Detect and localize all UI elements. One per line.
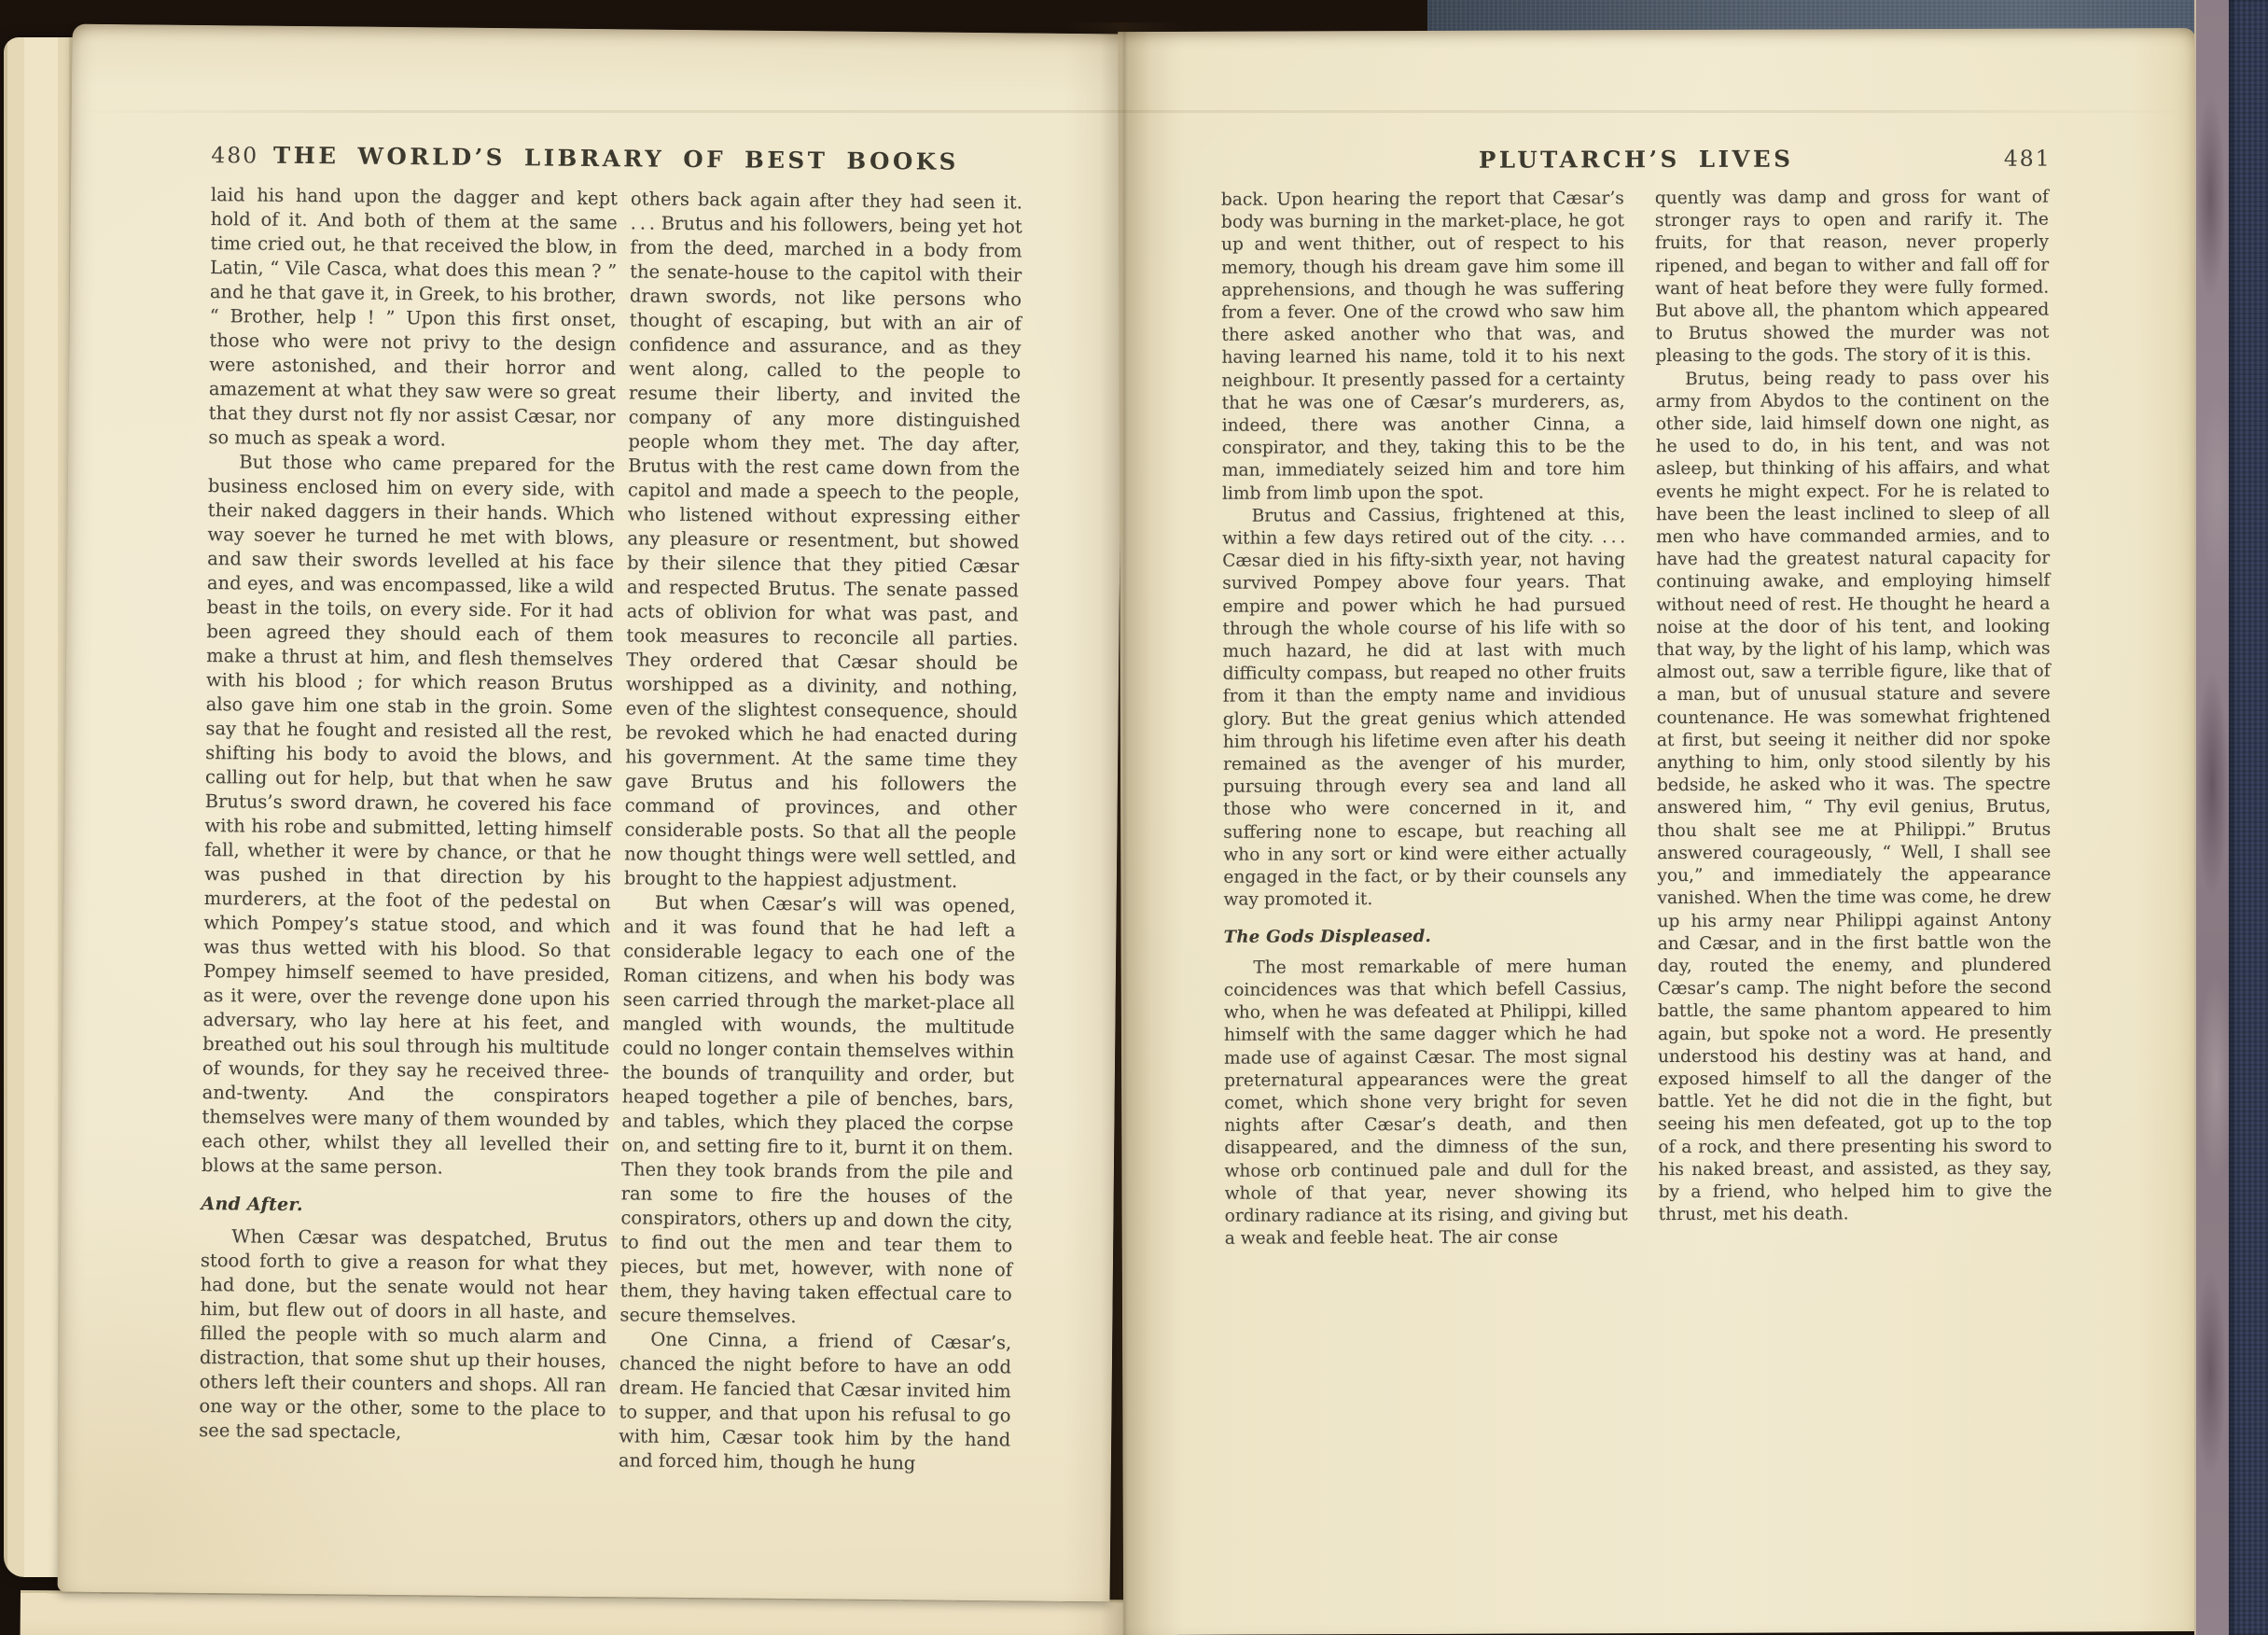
cover-edge-navy: [2229, 0, 2268, 1635]
paragraph: quently was damp and gross for want of stronger rays to open and rarify it. The fruits, for that reason, never properly ripened, and began to wither and fall off for want of heat before they were fully formed. But above all, the phantom which appeared to Brutus showed the murder was not pleasing to the gods. The story of it is this.: [1654, 187, 2050, 367]
paragraph: back. Upon hearing the report that Cæsar’s body was burning in the market-place, he got up and went thither, out of respect to his memory, though his dream gave him some ill apprehensions, and though he was suffering from a fever. One of the crowd who saw him there asked another who that was, and having learned his name, told it to his next neighbour. It presently passed for a certainty that he was one of Cæsar’s murderers, as, indeed, there was another Cinna, a conspirator, and they, taking this to be the man, immediately seized him and tore him limb from limb upon the spot.: [1220, 189, 1625, 504]
section-heading: The Gods Displeased.: [1223, 926, 1432, 947]
paragraph: But when Cæsar’s will was opened, and it was found that he had left a considerable legacy to each one of the Roman citizens, and when his body was seen carried through the market-place all mangled with wounds, the multitude could no longer contain themselves within the bounds of tranquility and order, but heaped together a pile of benches, bars, and tables, which they placed the corpse on, and setting fire to it, burnt it on them. Then they took brands from the pile and ran some to fire the houses of the conspirators, others up and down the city, to find out the men and tear them to pieces, but met, however, with none of them, they having taken effectual care to secure themselves.: [619, 891, 1016, 1328]
running-head-title: PLUTARCH’S LIVES: [1478, 145, 1794, 174]
text-column-2: [619, 187, 1023, 1476]
text-column-1: [199, 183, 618, 1446]
page-left: [58, 24, 1125, 1602]
paragraph: The most remarkable of mere human coincidences was that which befell Cassius, who, when he was defeated at Philippi, killed himself with the same dagger which he had made use of against Cæsar. The most signal preternatural appearances were the great comet, which shone very bright for seven nights after Cæsar’s death, and then disappeared, and the dimness of the sun, whose orb continued pale and dull for the whole of that year, never showing its ordinary radiance at its rising, and giving but a weak and feeble heat. The air conse: [1223, 956, 1628, 1249]
page-number-left: 480: [211, 142, 259, 169]
paragraph: others back again after they had seen it. . . . Brutus and his followers, being yet hot from the deed, marched in a body from the senate-house to the capitol with their drawn swords, not like persons who thought of escaping, but with an air of confidence and assurance, and as they went along, called to the people to resume their liberty, and invited the company of any more distinguished people whom they met. The day after, Brutus with the rest came down from the capitol and made a speech to the people, who listened without expressing either any pleasure or resentment, but showed by their silence that they pitied Cæsar and respected Brutus. The senate passed acts of oblivion for what was past, and took measures to reconcile all parties. They ordered that Cæsar should be worshipped as a divinity, and nothing, even of the slightest consequence, should be revoked which he had enacted during his government. At the same time they gave Brutus and his followers the command of provinces, and other considerable posts. So that all the people now thought things were well settled, and brought to the happiest adjustment.: [623, 188, 1023, 892]
section-heading: And After.: [201, 1194, 303, 1216]
paragraph: laid his hand upon the dagger and kept hold of it. And both of them at the same time cried out, he that received the blow, in Latin, “ Vile Casca, what does this mean ? ” and he that gave it, in Greek, to his brother, “ Brother, help ! ” Upon this first onset, those who were not privy to the design were astonished, and their horror and amazement at what they saw were so great that they durst not fly nor assist Cæsar, nor so much as speak a word.: [208, 184, 619, 451]
paragraph: Brutus and Cassius, frightened at this, within a few days retired out of the city. . . . Cæsar died in his fifty-sixth year, not having survived Pompey above four years. That empire and power which he had pursued through the whole course of his life with so much hazard, he did at last with much difficulty compass, but reaped no other fruits from it than the empty name and invidious glory. But the great genius which attended him through his lifetime even after his death remained as the avenger of his murder, pursuing through every sea and land all those who were concerned in it, and suffering none to escape, but reaching all who in any sort or kind were either actually engaged in the fact, or by their counsels any way promoted it.: [1222, 505, 1627, 910]
paragraph: When Cæsar was despatched, Brutus stood forth to give a reason for what they had done, but the senate would not hear him, but flew out of doors in all haste, and filled the people with so much alarm and distraction, that some shut up their houses, others left their counters and shops. All ran one way or the other, some to the place to see the sad spectacle,: [199, 1225, 608, 1444]
running-head-title: THE WORLD’S LIBRARY OF BEST BOOKS: [272, 141, 959, 175]
paragraph: One Cinna, a friend of Cæsar’s, chanced the night before to have an odd dream. He fancied that Cæsar invited him to supper, and that upon his refusal to go with him, Cæsar took him by the hand and forced him, though he hung: [618, 1328, 1012, 1474]
text-column-3: [1221, 188, 1628, 1251]
page-number-right: 481: [2003, 145, 2052, 172]
running-head-right: [1221, 145, 2052, 175]
page-right: [1118, 28, 2201, 1635]
text-column-4: [1655, 187, 2052, 1227]
paragraph: Brutus, being ready to pass over his army from Abydos to the continent on the other side, laid himself down one night, as he used to do, in his tent, and was not asleep, but thinking of his affairs, and what events he might expect. For he is related to have been the least inclined to sleep of all men who have commanded armies, and to have had the greatest natural capacity for continuing awake, and employing himself without need of rest. He thought he heard a noise at the door of his tent, and looking that way, by the light of his lamp, which was almost out, saw a terrible figure, like that of a man, but of unusual stature and severe countenance. He was somewhat frightened at first, but seeing it neither did nor spoke anything to him, only stood silently by his bedside, he asked who it was. The spectre answered him, “ Thy evil genius, Brutus, thou shalt see me at Philippi.” Brutus answered courageously, “ Well, I shall see you,” and immediately the appearance vanished. When the time was come, he drew up his army near Philippi against Antony and Cæsar, and in the first battle won the day, routed the enemy, and plundered Cæsar’s camp. The night before the second battle, the same phantom appeared to him again, but spoke not a word. He presently understood his destiny was at hand, and exposed himself to all the danger of the battle. Yet he did not die in the fight, but seeing his men defeated, got up to the top of a rock, and there presenting his sword to his naked breast, and assisted, as they say, by a friend, who helped him to give the thrust, met his death.: [1655, 368, 2052, 1225]
marbled-board-edge: [2194, 0, 2232, 1635]
running-head-left: [211, 141, 1021, 175]
paragraph: But those who came prepared for the business enclosed him on every side, with their naked daggers in their hands. Which way soever he turned he met with blows, and saw their swords levelled at his face and eyes, and was encompassed, like a wild beast in the toils, on every side. For it had been agreed they should each of them make a thrust at him, and flesh themselves with his blood ; for which reason Brutus also gave him one stab in the groin. Some say that he fought and resisted all the rest, shifting his body to avoid the blows, and calling out for help, but that when he saw Brutus’s sword drawn, he covered his face with his robe and submitted, letting himself fall, whether it were by chance, or that he was pushed in that direction by his murderers, at the foot of the pedestal on which Pompey’s statue stood, and which was thus wetted with his blood. So that Pompey himself seemed to have presided, as it were, over the revenge done upon his adversary, who lay here at his feet, and breathed out his soul through his multitude of wounds, for they say he received three-and-twenty. And the conspirators themselves were many of them wounded by each other, whilst they all levelled their blows at the same person.: [201, 451, 616, 1179]
